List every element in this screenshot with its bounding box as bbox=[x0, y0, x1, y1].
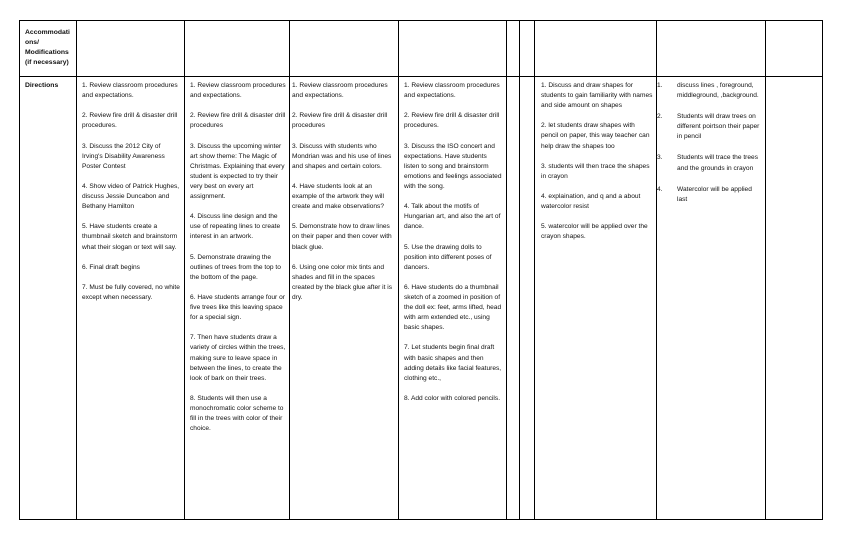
step-item: 5. watercolor will be applied over the crayon shapes. bbox=[541, 223, 648, 241]
step-item: 7. Let students begin final draft with basic shapes and then adding details like facial features, clothing etc., bbox=[404, 344, 502, 382]
directions-header: Directions bbox=[25, 82, 59, 89]
column-divider bbox=[519, 20, 520, 520]
step-item: 5. Demonstrate drawing the outlines of trees from the top to the bottom of the page. bbox=[190, 253, 281, 281]
column-divider bbox=[656, 20, 657, 520]
step-item: 1. Review classroom procedures and expectations. bbox=[292, 82, 388, 100]
table-border-right bbox=[822, 20, 823, 520]
step-item: 2. let students draw shapes with pencil on paper, this way teacher can help draw the shapes too bbox=[541, 122, 650, 150]
step-item: 7. Then have students draw a variety of circles within the trees, making sure to leave space in between the lines, to create the look of bark on their trees. bbox=[190, 334, 286, 382]
step-item: 4. Talk about the motifs of Hungarian art, and also the art of dance. bbox=[404, 203, 501, 231]
step-item: 2. Review fire drill & disaster drill procedures bbox=[292, 112, 388, 130]
step-text: Students will trace the trees and the grounds in crayon bbox=[677, 154, 758, 172]
numbered-step bbox=[657, 112, 763, 142]
table-border-top bbox=[19, 20, 822, 21]
row-divider bbox=[19, 76, 822, 77]
step-item: 4. Have students look at an example of the artwork they will create and make observations? bbox=[292, 182, 385, 211]
step-item: 5. Demonstrate how to draw lines on their paper and then cover with black glue. bbox=[292, 223, 392, 251]
step-item: 6. Have students arrange four or five trees like this leaving space for a special sign. bbox=[190, 293, 285, 322]
column-divider bbox=[19, 20, 20, 520]
step-item: 4. explaination, and q and a about watercolor resist bbox=[541, 193, 641, 211]
step-item: 1. Review classroom procedures and expectations. bbox=[404, 82, 500, 100]
column-divider bbox=[76, 20, 77, 520]
step-item: 3. Discuss the ISO concert and expectations. Have students listen to song and brainstorm emotions and feelings associated with the song. bbox=[404, 142, 502, 190]
column-divider bbox=[289, 20, 290, 520]
step-item: 4. Show video of Patrick Hughes, discuss Jessie Duncabon and Bethany Hamilton bbox=[82, 182, 180, 211]
step-item: 8. Add color with colored pencils. bbox=[404, 394, 501, 402]
step-item: 1. Review classroom procedures and expectations. bbox=[82, 82, 178, 100]
step-item: 5. Have students create a thumbnail sketch and brainstorm what their slogan or text will say. bbox=[82, 223, 178, 251]
step-number: 4. bbox=[657, 185, 663, 193]
directions-column-1 bbox=[82, 81, 182, 313]
step-item: 6. Final draft begins bbox=[82, 263, 140, 271]
step-item: 3. Discuss with students who Mondrian was and his use of lines and shapes and certain colors. bbox=[292, 142, 392, 170]
column-divider bbox=[184, 20, 185, 520]
step-item: 6. Have students do a thumbnail sketch of a zoomed in position of the doll ex: feet, arms lifted, head with arm extended etc., using basic shapes. bbox=[404, 283, 502, 332]
step-item: 5. Use the drawing dolls to position into different poses of dancers. bbox=[404, 243, 492, 271]
step-item: 2. Review fire drill & disaster drill procedures. bbox=[82, 112, 178, 130]
step-number: 3. bbox=[657, 154, 663, 162]
step-item: 1. Review classroom procedures and expectations. bbox=[190, 82, 286, 100]
step-text: discuss lines , foreground, middleground, ,background. bbox=[677, 82, 759, 100]
step-item: 1. Discuss and draw shapes for students to gain familiarity with names and side amount on shapes bbox=[541, 82, 653, 110]
numbered-step bbox=[657, 81, 763, 101]
directions-column-5 bbox=[541, 81, 653, 253]
step-item: 2. Review fire drill & disaster drill procedures bbox=[190, 112, 286, 130]
table-border-bottom bbox=[19, 519, 822, 520]
step-item: 6. Using one color mix tints and shades and fill in the spaces created by the black glue after it is dry. bbox=[292, 263, 393, 301]
numbered-step bbox=[657, 153, 763, 173]
step-item: 4. Discuss line design and the use of repeating lines to create interest in an artwork. bbox=[190, 213, 281, 241]
step-item: 3. students will then trace the shapes in crayon bbox=[541, 162, 650, 180]
directions-column-4 bbox=[404, 81, 502, 414]
accommodations-header: Accommodati ons/ Modifications (if necessary) bbox=[25, 29, 70, 66]
column-divider bbox=[398, 20, 399, 520]
step-item: 3. Discuss the 2012 City of Irving's Disability Awareness Poster Contest bbox=[82, 142, 165, 170]
step-item: 3. Discuss the upcoming winter art show theme: The Magic of Christmas. Explaining that every student is expected to try their very best on every art assignment. bbox=[190, 142, 285, 201]
directions-column-3 bbox=[292, 81, 396, 313]
column-divider bbox=[506, 20, 507, 520]
step-text: Students will draw trees on different poirtson their paper in pencil bbox=[677, 113, 760, 141]
step-item: 8. Students will then use a monochromatic color scheme to fill in the trees with color of their choice. bbox=[190, 394, 284, 433]
column-divider bbox=[765, 20, 766, 520]
directions-column-2 bbox=[190, 81, 286, 444]
directions-column-6 bbox=[657, 81, 763, 216]
numbered-step bbox=[657, 185, 763, 205]
step-number: 2. bbox=[657, 113, 663, 121]
step-number: 1. bbox=[657, 82, 663, 89]
column-divider bbox=[534, 20, 535, 520]
step-item: 7. Must be fully covered, no white except when necessary. bbox=[82, 283, 180, 301]
step-item: 2. Review fire drill & disaster drill procedures. bbox=[404, 112, 500, 130]
step-text: Watercolor will be applied last bbox=[677, 185, 752, 203]
